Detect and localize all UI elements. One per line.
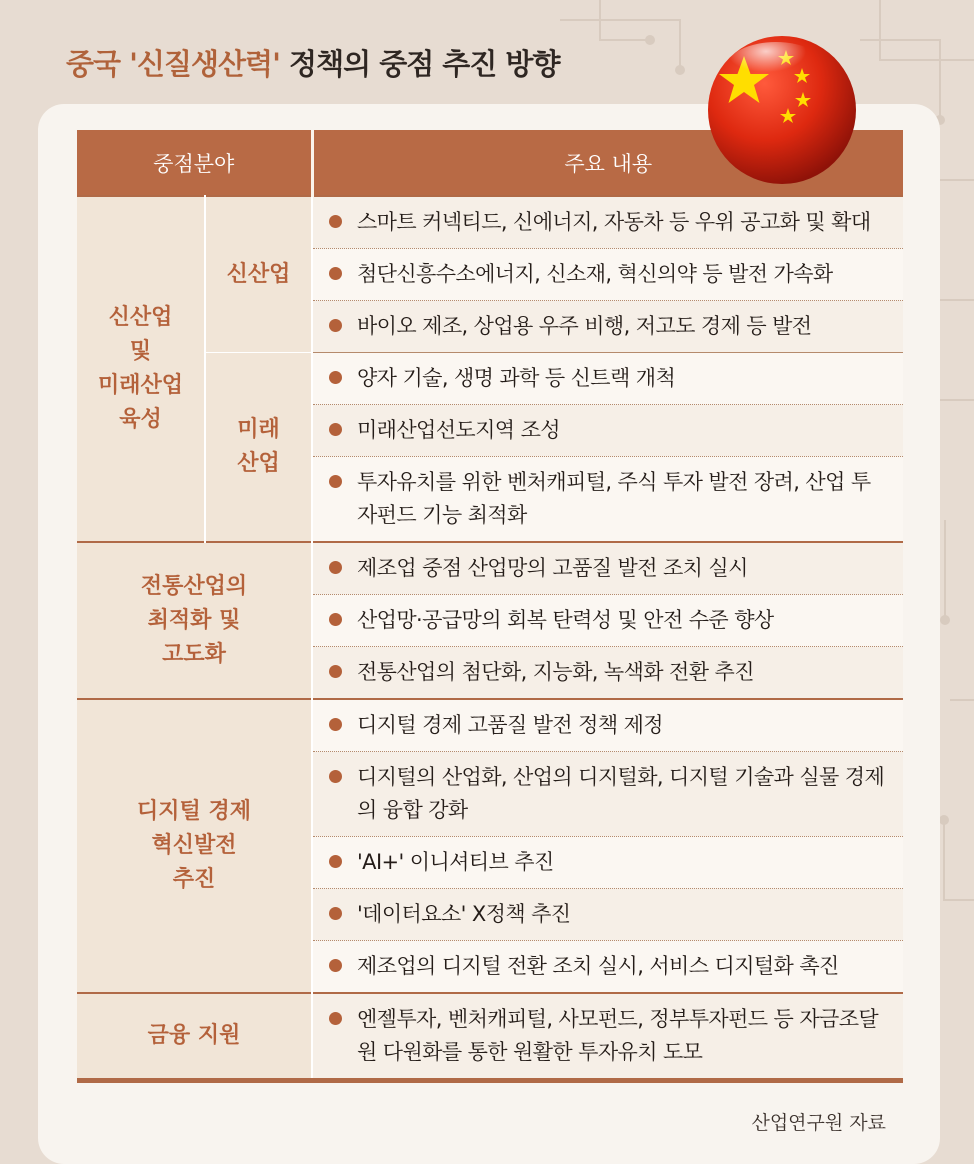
- content-item: [312, 752, 903, 837]
- sector-cell: [77, 542, 312, 699]
- sector-label: 전통산업의 최적화 및 고도화: [140, 573, 248, 667]
- content-item: [312, 699, 903, 752]
- item-text: 엔젤투자, 벤처캐피털, 사모펀드, 정부투자펀드 등 자금조달원 다원화를 통한 원활한 투자유치 도모: [357, 1007, 879, 1064]
- item-text: 양자 기술, 생명 과학 등 신트랙 개척: [357, 366, 676, 390]
- item-text: 스마트 커넥티드, 신에너지, 자동차 등 우위 공고화 및 확대: [357, 210, 871, 234]
- content-item: [312, 196, 903, 249]
- content-item: [312, 993, 903, 1081]
- bullet-icon: [329, 959, 342, 972]
- sector-label: 금융 지원: [147, 1023, 241, 1048]
- policy-table: [77, 130, 903, 1083]
- bullet-icon: [329, 770, 342, 783]
- content-item: [312, 941, 903, 994]
- bullet-icon: [329, 423, 342, 436]
- title-accent: 중국 '신질생산력': [66, 47, 280, 81]
- header-sector: 중점분야: [77, 130, 312, 196]
- bullet-icon: [329, 371, 342, 384]
- bullet-icon: [329, 665, 342, 678]
- item-text: 바이오 제조, 상업용 우주 비행, 저고도 경제 등 발전: [357, 314, 812, 338]
- content-item: [312, 837, 903, 889]
- bullet-icon: [329, 319, 342, 332]
- table-row: [77, 699, 903, 752]
- item-text: 전통산업의 첨단화, 지능화, 녹색화 전환 추진: [357, 660, 754, 684]
- china-flag-icon: [706, 34, 858, 186]
- subsector-label: 미래 산업: [237, 417, 280, 476]
- content-item: [312, 889, 903, 941]
- header-content: 주요 내용: [312, 130, 903, 196]
- sector-label: 신산업 및 미래산업 육성: [97, 305, 183, 432]
- table-row: [77, 542, 903, 595]
- bullet-icon: [329, 1012, 342, 1025]
- sector-cell: [77, 699, 312, 993]
- item-text: 산업망·공급망의 회복 탄력성 및 안전 수준 향상: [357, 608, 774, 632]
- item-text: 디지털의 산업화, 산업의 디지털화, 디지털 기술과 실물 경제의 융합 강화: [357, 765, 885, 822]
- subsector-label: 신산업: [226, 261, 291, 287]
- item-text: 제조업의 디지털 전환 조치 실시, 서비스 디지털화 촉진: [357, 954, 839, 978]
- content-item: [312, 301, 903, 353]
- bullet-icon: [329, 267, 342, 280]
- bullet-icon: [329, 613, 342, 626]
- bullet-icon: [329, 907, 342, 920]
- content-item: [312, 457, 903, 543]
- item-text: 투자유치를 위한 벤처캐피털, 주식 투자 발전 장려, 산업 투자펀드 기능 최적화: [357, 470, 871, 527]
- bullet-icon: [329, 855, 342, 868]
- content-item: [312, 647, 903, 700]
- page-title: [66, 42, 559, 83]
- content-item: [312, 405, 903, 457]
- content-item: [312, 353, 903, 405]
- table-row: [77, 993, 903, 1081]
- item-text: 첨단신흥수소에너지, 신소재, 혁신의약 등 발전 가속화: [357, 262, 833, 286]
- subsector-cell: [205, 353, 312, 543]
- content-item: [312, 249, 903, 301]
- source-note: 산업연구원 자료: [751, 1112, 886, 1134]
- bullet-icon: [329, 215, 342, 228]
- content-item: [312, 595, 903, 647]
- sector-cell: [77, 993, 312, 1081]
- item-text: '데이터요소' X정책 추진: [357, 902, 571, 926]
- sector-cell: [77, 196, 205, 542]
- bullet-icon: [329, 718, 342, 731]
- content-item: [312, 542, 903, 595]
- item-text: 제조업 중점 산업망의 고품질 발전 조치 실시: [357, 556, 748, 580]
- item-text: 'AI+' 이니셔티브 추진: [357, 850, 554, 874]
- bullet-icon: [329, 475, 342, 488]
- bullet-icon: [329, 561, 342, 574]
- table-row: [77, 196, 903, 249]
- item-text: 디지털 경제 고품질 발전 정책 제정: [357, 713, 663, 737]
- item-text: 미래산업선도지역 조성: [357, 418, 560, 442]
- subsector-cell: [205, 196, 312, 353]
- title-rest: 정책의 중점 추진 방향: [279, 47, 560, 81]
- sector-label: 디지털 경제 혁신발전 추진: [137, 799, 251, 892]
